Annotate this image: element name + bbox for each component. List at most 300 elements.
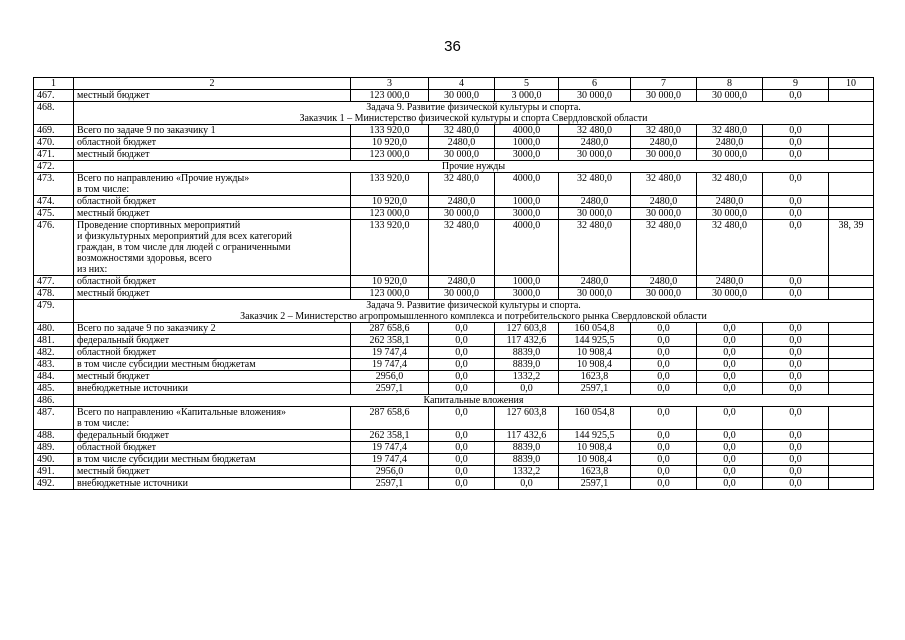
value-cell: 0,0: [429, 478, 495, 490]
value-cell: 160 054,8: [559, 323, 631, 335]
value-cell: 123 000,0: [351, 149, 429, 161]
row-name: [74, 125, 351, 137]
table-row: [34, 383, 874, 395]
row-name-line: Проведение спортивных мероприятий: [77, 220, 241, 231]
value-cell: 0,0: [763, 442, 829, 454]
table-row: [34, 323, 874, 335]
header-cell: 5: [495, 78, 559, 90]
value-cell: 0,0: [763, 208, 829, 220]
row-name-line: возможностями здоровья, всего: [77, 253, 212, 264]
row-name: [74, 208, 351, 220]
header-cell: 6: [559, 78, 631, 90]
value-cell: 0,0: [697, 371, 763, 383]
row-name: [74, 466, 351, 478]
table-row: [34, 90, 874, 102]
value-cell: 0,0: [631, 430, 697, 442]
row-number: 485.: [34, 383, 74, 395]
table-row: [34, 125, 874, 137]
row-name-line: федеральный бюджет: [77, 430, 170, 441]
table-row: [34, 288, 874, 300]
row-name-line: местный бюджет: [77, 288, 150, 299]
value-cell: 2480,0: [631, 276, 697, 288]
row-name-line: Всего по задаче 9 по заказчику 2: [77, 323, 216, 334]
value-cell: 2480,0: [559, 276, 631, 288]
value-cell: 0,0: [763, 335, 829, 347]
value-cell: 30 000,0: [429, 90, 495, 102]
table-row: [34, 430, 874, 442]
row-number: 486.: [34, 395, 74, 407]
value-cell: 4000,0: [495, 173, 559, 196]
value-cell: 4000,0: [495, 125, 559, 137]
row-number: 473.: [34, 173, 74, 196]
value-cell: 0,0: [763, 288, 829, 300]
value-cell: 144 925,5: [559, 430, 631, 442]
row-number: 478.: [34, 288, 74, 300]
value-cell: [829, 208, 874, 220]
row-number: 488.: [34, 430, 74, 442]
value-cell: 2480,0: [429, 196, 495, 208]
row-name: [74, 383, 351, 395]
row-name: [74, 478, 351, 490]
value-cell: [829, 371, 874, 383]
value-cell: 287 658,6: [351, 407, 429, 430]
value-cell: 2480,0: [429, 137, 495, 149]
value-cell: [829, 276, 874, 288]
value-cell: 0,0: [631, 359, 697, 371]
value-cell: 30 000,0: [697, 149, 763, 161]
value-cell: 19 747,4: [351, 359, 429, 371]
value-cell: 133 920,0: [351, 125, 429, 137]
table-row: [34, 335, 874, 347]
table-row: [34, 137, 874, 149]
value-cell: 0,0: [631, 323, 697, 335]
value-cell: 32 480,0: [429, 125, 495, 137]
table-row: [34, 371, 874, 383]
value-cell: 0,0: [763, 430, 829, 442]
row-name: [74, 371, 351, 383]
row-name-line: внебюджетные источники: [77, 383, 188, 394]
value-cell: 0,0: [697, 430, 763, 442]
header-cell: 2: [74, 78, 351, 90]
value-cell: 0,0: [429, 323, 495, 335]
value-cell: 0,0: [697, 347, 763, 359]
value-cell: 0,0: [763, 359, 829, 371]
section-title-line: Заказчик 1 – Министерство физической культуры и спорта Свердловской области: [299, 113, 648, 124]
row-number: 489.: [34, 442, 74, 454]
row-number: 480.: [34, 323, 74, 335]
value-cell: 1000,0: [495, 276, 559, 288]
table-row: [34, 454, 874, 466]
value-cell: 0,0: [763, 466, 829, 478]
value-cell: 133 920,0: [351, 173, 429, 196]
value-cell: 2480,0: [631, 196, 697, 208]
row-name-line: и физкультурных мероприятий для всех категорий: [77, 231, 292, 242]
value-cell: 38, 39: [829, 220, 874, 276]
value-cell: 1332,2: [495, 371, 559, 383]
value-cell: 30 000,0: [559, 90, 631, 102]
value-cell: 0,0: [763, 478, 829, 490]
row-name: [74, 359, 351, 371]
row-number: 468.: [34, 102, 74, 125]
value-cell: 123 000,0: [351, 208, 429, 220]
row-name-line: областной бюджет: [77, 442, 157, 453]
row-name-line: в том числе субсидии местным бюджетам: [77, 359, 256, 370]
row-number: 471.: [34, 149, 74, 161]
value-cell: 30 000,0: [631, 288, 697, 300]
value-cell: 3 000,0: [495, 90, 559, 102]
value-cell: 32 480,0: [559, 220, 631, 276]
value-cell: 32 480,0: [559, 125, 631, 137]
value-cell: 3000,0: [495, 208, 559, 220]
value-cell: 4000,0: [495, 220, 559, 276]
value-cell: [829, 359, 874, 371]
value-cell: 0,0: [429, 347, 495, 359]
row-name-line: внебюджетные источники: [77, 478, 188, 489]
row-number: 481.: [34, 335, 74, 347]
value-cell: 0,0: [763, 137, 829, 149]
row-name-line: в том числе:: [77, 418, 130, 429]
value-cell: 2480,0: [697, 276, 763, 288]
row-name: [74, 442, 351, 454]
value-cell: 30 000,0: [631, 149, 697, 161]
section-title-line: Задача 9. Развитие физической культуры и спорта.: [366, 102, 581, 113]
row-number: 469.: [34, 125, 74, 137]
value-cell: 0,0: [495, 478, 559, 490]
table-row: [34, 220, 874, 276]
section-title: [74, 102, 874, 125]
section-row: [34, 300, 874, 323]
value-cell: 3000,0: [495, 149, 559, 161]
row-number: 484.: [34, 371, 74, 383]
value-cell: 19 747,4: [351, 442, 429, 454]
value-cell: [829, 407, 874, 430]
row-name-line: местный бюджет: [77, 149, 150, 160]
value-cell: 19 747,4: [351, 347, 429, 359]
value-cell: 0,0: [697, 383, 763, 395]
value-cell: 32 480,0: [697, 220, 763, 276]
table-row: [34, 359, 874, 371]
value-cell: 30 000,0: [631, 208, 697, 220]
value-cell: 10 920,0: [351, 137, 429, 149]
value-cell: 0,0: [763, 173, 829, 196]
row-name-line: местный бюджет: [77, 90, 150, 101]
value-cell: 10 908,4: [559, 359, 631, 371]
header-cell: 1: [34, 78, 74, 90]
value-cell: 117 432,6: [495, 430, 559, 442]
value-cell: 30 000,0: [429, 288, 495, 300]
value-cell: 1000,0: [495, 137, 559, 149]
section-title: [74, 161, 874, 173]
value-cell: [829, 454, 874, 466]
value-cell: 0,0: [631, 442, 697, 454]
row-name-line: местный бюджет: [77, 371, 150, 382]
page-number: 36: [444, 38, 461, 55]
value-cell: 2480,0: [559, 137, 631, 149]
value-cell: 32 480,0: [631, 173, 697, 196]
value-cell: 2480,0: [559, 196, 631, 208]
row-number: 474.: [34, 196, 74, 208]
value-cell: 10 920,0: [351, 196, 429, 208]
value-cell: 123 000,0: [351, 90, 429, 102]
table-row: [34, 347, 874, 359]
value-cell: 8839,0: [495, 454, 559, 466]
value-cell: 30 000,0: [559, 288, 631, 300]
value-cell: 2597,1: [559, 383, 631, 395]
row-name: [74, 90, 351, 102]
value-cell: [829, 442, 874, 454]
row-number: 487.: [34, 407, 74, 430]
row-name: [74, 454, 351, 466]
value-cell: 30 000,0: [697, 90, 763, 102]
value-cell: [829, 137, 874, 149]
value-cell: 0,0: [495, 383, 559, 395]
value-cell: [829, 173, 874, 196]
row-name-line: областной бюджет: [77, 276, 157, 287]
row-name-line: местный бюджет: [77, 466, 150, 477]
value-cell: 0,0: [763, 347, 829, 359]
value-cell: 8839,0: [495, 359, 559, 371]
value-cell: 30 000,0: [697, 208, 763, 220]
row-name-line: областной бюджет: [77, 196, 157, 207]
budget-table: [33, 77, 874, 490]
value-cell: 0,0: [429, 442, 495, 454]
value-cell: 0,0: [697, 407, 763, 430]
row-name: [74, 407, 351, 430]
value-cell: 0,0: [763, 407, 829, 430]
value-cell: 0,0: [763, 371, 829, 383]
row-name-line: областной бюджет: [77, 347, 157, 358]
value-cell: 127 603,8: [495, 407, 559, 430]
table-row: [34, 407, 874, 430]
header-cell: 3: [351, 78, 429, 90]
value-cell: [829, 478, 874, 490]
section-title-line: Капитальные вложения: [423, 395, 524, 406]
section-row: [34, 161, 874, 173]
value-cell: 0,0: [631, 454, 697, 466]
row-name-line: федеральный бюджет: [77, 335, 170, 346]
value-cell: 2480,0: [697, 137, 763, 149]
value-cell: 0,0: [697, 478, 763, 490]
row-name: [74, 220, 351, 276]
value-cell: 1332,2: [495, 466, 559, 478]
value-cell: [829, 347, 874, 359]
value-cell: 0,0: [631, 335, 697, 347]
value-cell: 32 480,0: [631, 220, 697, 276]
table-row: [34, 149, 874, 161]
value-cell: 1000,0: [495, 196, 559, 208]
value-cell: 30 000,0: [429, 149, 495, 161]
value-cell: 0,0: [697, 335, 763, 347]
row-name-line: в том числе субсидии местным бюджетам: [77, 454, 256, 465]
row-name-line: из них:: [77, 264, 108, 275]
value-cell: 2480,0: [429, 276, 495, 288]
row-name-line: в том числе:: [77, 184, 130, 195]
row-name: [74, 430, 351, 442]
row-number: 475.: [34, 208, 74, 220]
value-cell: 0,0: [763, 149, 829, 161]
value-cell: [829, 430, 874, 442]
row-number: 467.: [34, 90, 74, 102]
section-title-line: Прочие нужды: [441, 161, 506, 172]
value-cell: 2480,0: [697, 196, 763, 208]
header-cell: 7: [631, 78, 697, 90]
value-cell: 0,0: [763, 276, 829, 288]
value-cell: 127 603,8: [495, 323, 559, 335]
value-cell: 1623,8: [559, 371, 631, 383]
row-number: 483.: [34, 359, 74, 371]
value-cell: 32 480,0: [697, 173, 763, 196]
row-number: 477.: [34, 276, 74, 288]
value-cell: 0,0: [429, 359, 495, 371]
section-title: [74, 300, 874, 323]
value-cell: 0,0: [631, 347, 697, 359]
value-cell: 0,0: [429, 454, 495, 466]
value-cell: 2956,0: [351, 466, 429, 478]
value-cell: 32 480,0: [697, 125, 763, 137]
value-cell: 30 000,0: [429, 208, 495, 220]
table-row: [34, 196, 874, 208]
value-cell: 32 480,0: [631, 125, 697, 137]
value-cell: [829, 149, 874, 161]
value-cell: 117 432,6: [495, 335, 559, 347]
value-cell: [829, 383, 874, 395]
table-row: [34, 276, 874, 288]
row-name: [74, 149, 351, 161]
table-row: [34, 208, 874, 220]
value-cell: [829, 335, 874, 347]
section-title-line: Заказчик 2 – Министерство агропромышленного комплекса и потребительского рынка Свердловской области: [240, 311, 707, 322]
value-cell: 8839,0: [495, 347, 559, 359]
row-name-line: Всего по направлению «Прочие нужды»: [77, 173, 250, 184]
value-cell: 0,0: [631, 371, 697, 383]
row-number: 479.: [34, 300, 74, 323]
value-cell: 0,0: [429, 466, 495, 478]
row-name: [74, 323, 351, 335]
table-body: [34, 78, 874, 490]
header-cell: 8: [697, 78, 763, 90]
row-name: [74, 288, 351, 300]
row-number: 476.: [34, 220, 74, 276]
row-name: [74, 137, 351, 149]
value-cell: 0,0: [763, 125, 829, 137]
value-cell: 262 358,1: [351, 335, 429, 347]
value-cell: [829, 288, 874, 300]
value-cell: 0,0: [429, 430, 495, 442]
row-number: 470.: [34, 137, 74, 149]
value-cell: 10 920,0: [351, 276, 429, 288]
value-cell: 10 908,4: [559, 442, 631, 454]
value-cell: 8839,0: [495, 442, 559, 454]
value-cell: 32 480,0: [559, 173, 631, 196]
value-cell: 0,0: [429, 371, 495, 383]
row-name-line: местный бюджет: [77, 208, 150, 219]
value-cell: 19 747,4: [351, 454, 429, 466]
section-title-line: Задача 9. Развитие физической культуры и спорта.: [366, 300, 581, 311]
value-cell: 0,0: [697, 466, 763, 478]
row-number: 490.: [34, 454, 74, 466]
value-cell: 2597,1: [351, 478, 429, 490]
value-cell: 133 920,0: [351, 220, 429, 276]
row-name-line: граждан, в том числе для людей с ограниченными: [77, 242, 291, 253]
value-cell: 1623,8: [559, 466, 631, 478]
value-cell: 0,0: [631, 383, 697, 395]
row-name-line: областной бюджет: [77, 137, 157, 148]
value-cell: 287 658,6: [351, 323, 429, 335]
value-cell: [829, 323, 874, 335]
section-row: [34, 395, 874, 407]
value-cell: 10 908,4: [559, 347, 631, 359]
value-cell: 160 054,8: [559, 407, 631, 430]
value-cell: [829, 90, 874, 102]
value-cell: 0,0: [631, 466, 697, 478]
header-cell: 4: [429, 78, 495, 90]
value-cell: 0,0: [763, 454, 829, 466]
value-cell: [829, 466, 874, 478]
row-name: [74, 173, 351, 196]
value-cell: 30 000,0: [559, 208, 631, 220]
row-number: 491.: [34, 466, 74, 478]
row-number: 482.: [34, 347, 74, 359]
row-name: [74, 335, 351, 347]
section-title: [74, 395, 874, 407]
header-cell: 9: [763, 78, 829, 90]
value-cell: [829, 196, 874, 208]
value-cell: 0,0: [763, 383, 829, 395]
value-cell: 0,0: [763, 220, 829, 276]
value-cell: 10 908,4: [559, 454, 631, 466]
header-cell: 10: [829, 78, 874, 90]
row-name: [74, 196, 351, 208]
value-cell: 0,0: [429, 383, 495, 395]
value-cell: 0,0: [763, 90, 829, 102]
section-row: [34, 102, 874, 125]
row-name: [74, 347, 351, 359]
header-row: [34, 78, 874, 90]
row-number: 472.: [34, 161, 74, 173]
value-cell: 262 358,1: [351, 430, 429, 442]
row-name-line: Всего по направлению «Капитальные вложения»: [77, 407, 286, 418]
value-cell: 0,0: [697, 454, 763, 466]
value-cell: 2480,0: [631, 137, 697, 149]
value-cell: 30 000,0: [559, 149, 631, 161]
value-cell: 32 480,0: [429, 220, 495, 276]
value-cell: 0,0: [631, 407, 697, 430]
value-cell: [829, 125, 874, 137]
row-number: 492.: [34, 478, 74, 490]
value-cell: 32 480,0: [429, 173, 495, 196]
value-cell: 2956,0: [351, 371, 429, 383]
row-name: [74, 276, 351, 288]
value-cell: 0,0: [697, 323, 763, 335]
table-row: [34, 442, 874, 454]
value-cell: 0,0: [631, 478, 697, 490]
value-cell: 0,0: [763, 196, 829, 208]
table-row: [34, 173, 874, 196]
value-cell: 3000,0: [495, 288, 559, 300]
value-cell: 0,0: [697, 442, 763, 454]
value-cell: 2597,1: [351, 383, 429, 395]
value-cell: 0,0: [429, 407, 495, 430]
row-name-line: Всего по задаче 9 по заказчику 1: [77, 125, 216, 136]
value-cell: 30 000,0: [631, 90, 697, 102]
table-row: [34, 466, 874, 478]
value-cell: 0,0: [763, 323, 829, 335]
value-cell: 30 000,0: [697, 288, 763, 300]
value-cell: 2597,1: [559, 478, 631, 490]
value-cell: 0,0: [697, 359, 763, 371]
value-cell: 0,0: [429, 335, 495, 347]
value-cell: 123 000,0: [351, 288, 429, 300]
